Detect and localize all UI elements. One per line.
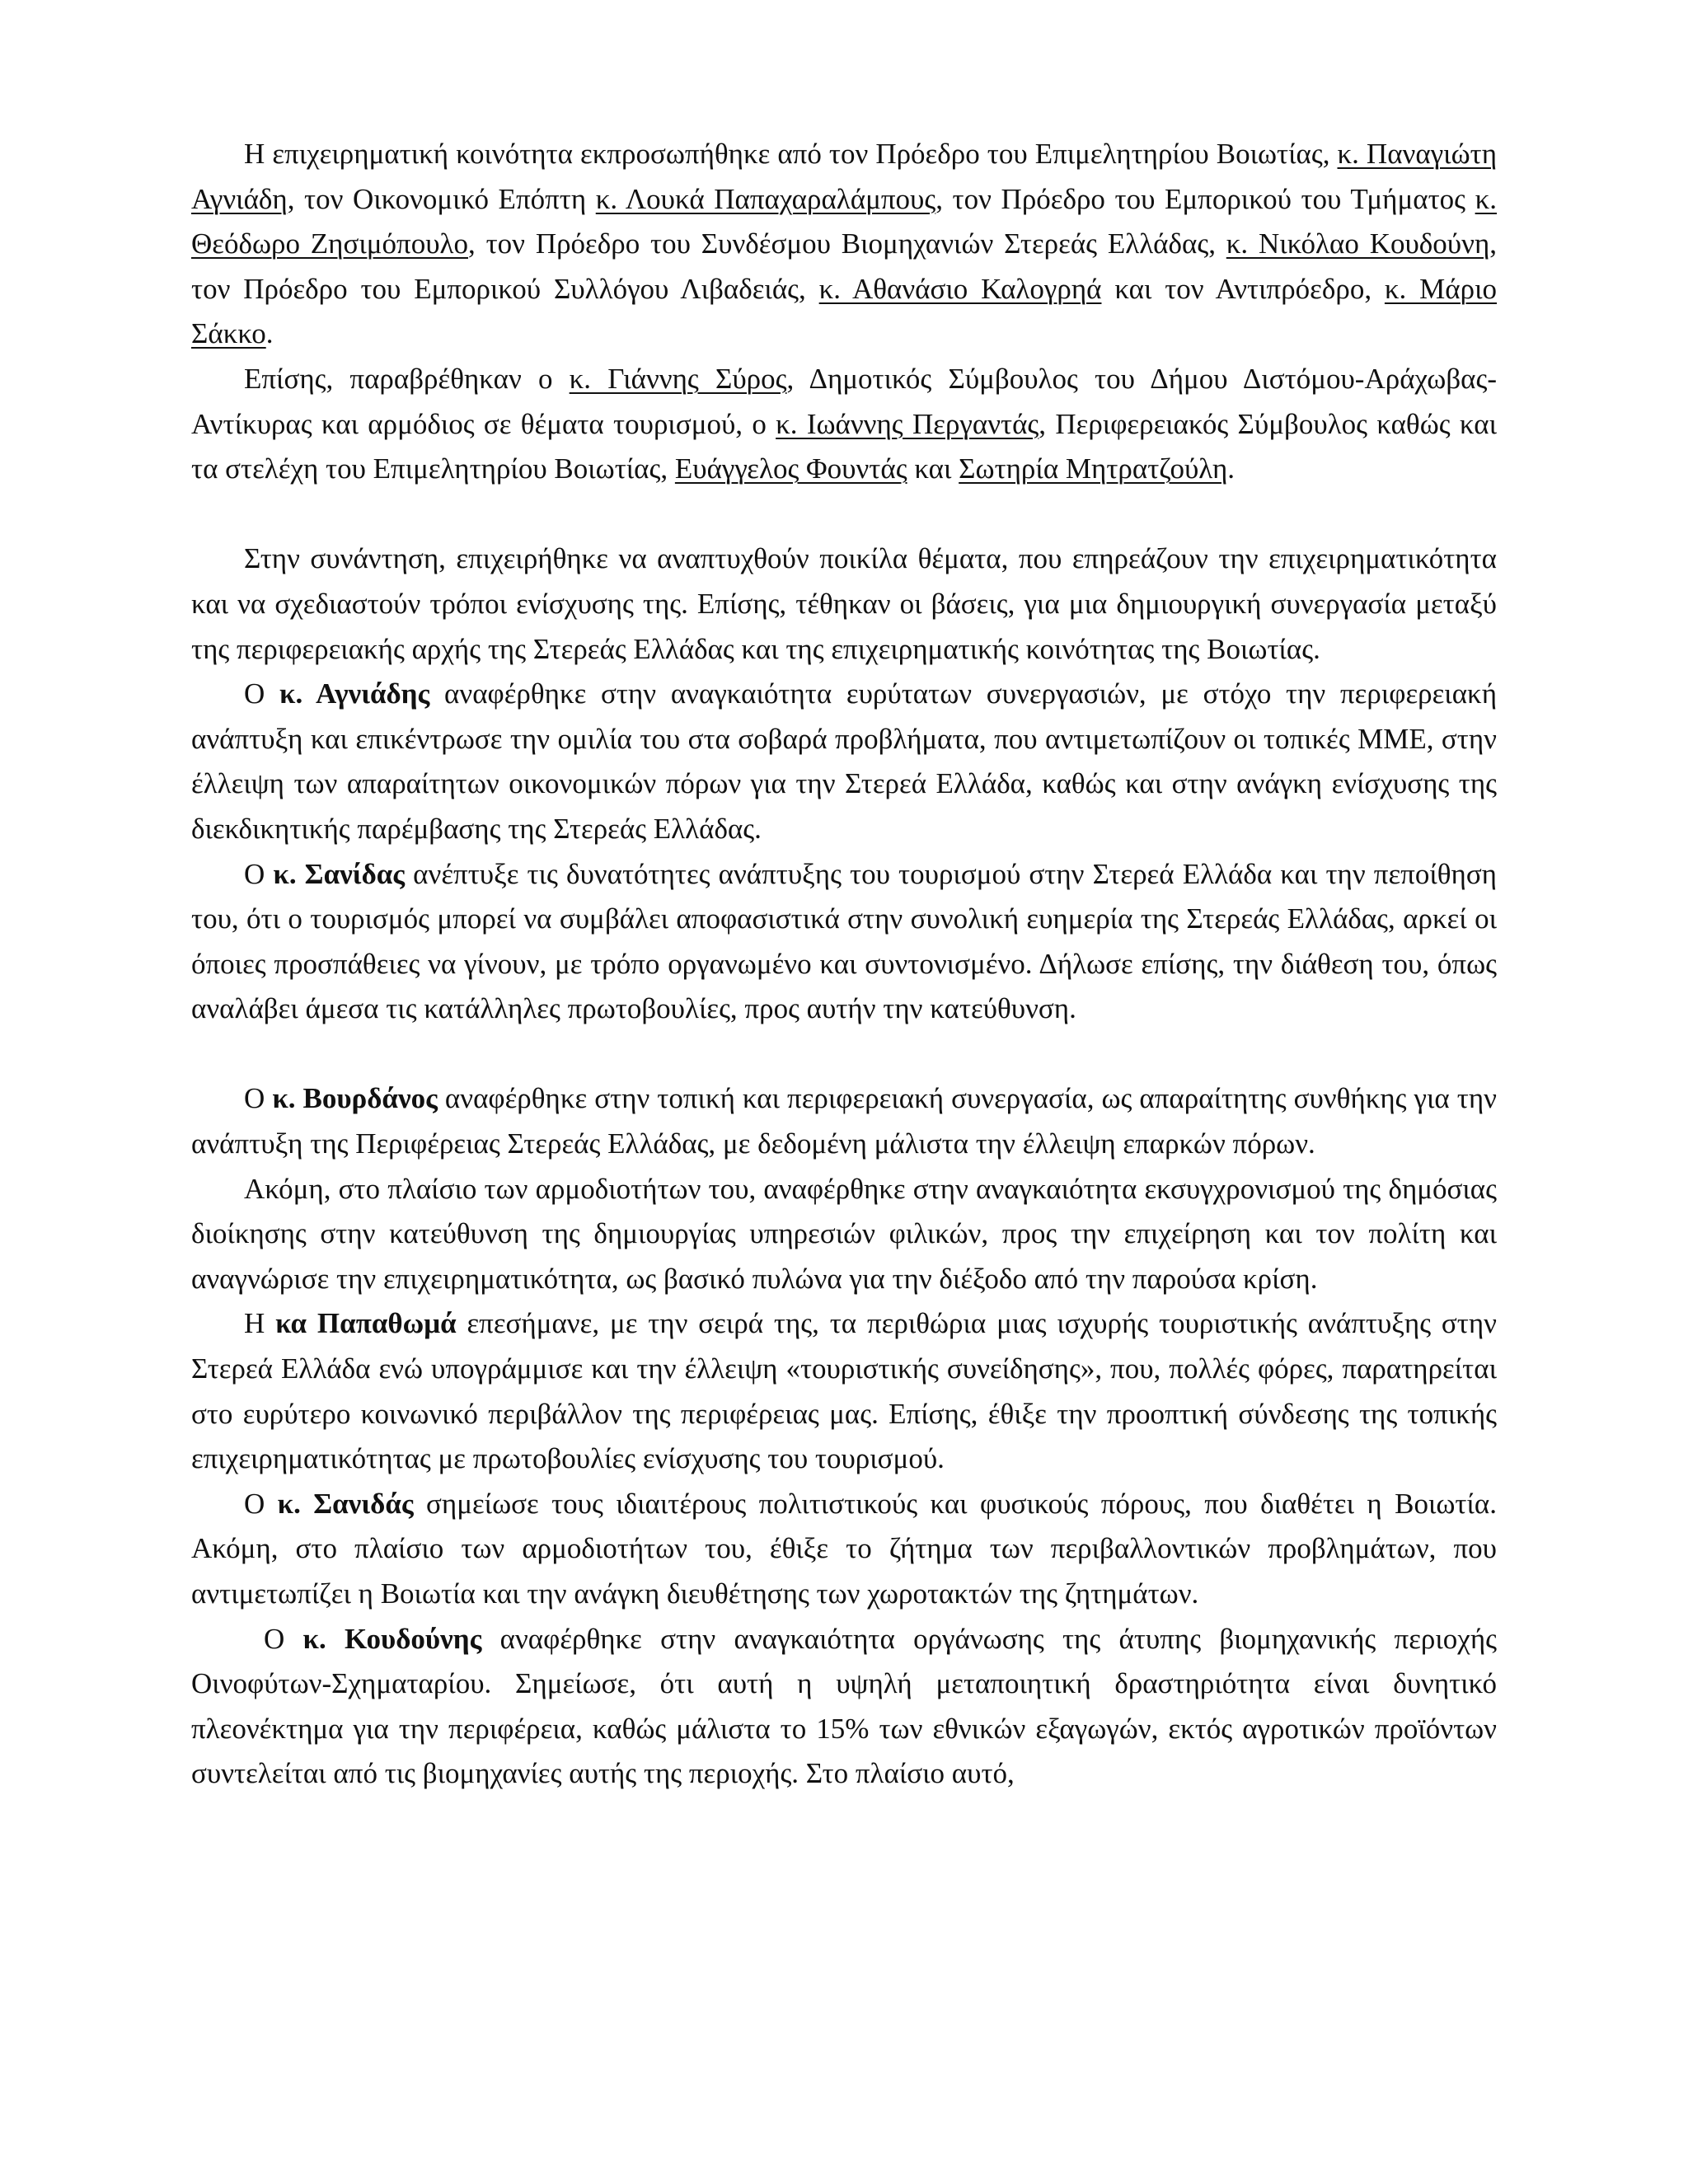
underlined-name: κ. Αθανάσιο Καλογρηά [818,272,1102,305]
speaker-name: κ. Κουδούνης [302,1622,482,1655]
paragraph-p1 [191,132,1497,357]
text-run: Ο [264,1622,303,1655]
text-run: , τον Πρόεδρο του Εμπορικού Συλλόγου Λιβαδειάς, [191,227,1498,305]
paragraph-p3 [191,537,1497,672]
text-run: αναφέρθηκε στην αναγκαιότητα ευρύτατων συνεργασιών, με στόχο την περιφερειακή ανάπτυξη και επικέντρωσε την ομιλία του στα σοβαρά προβλήματα, που αντιμετωπίζουν οι τοπικές ΜΜΕ, στην έλλειψη των απαραίτητων οικονομικών πόρων για την Στερεά Ελλάδα, καθώς και στην ανάγκη ενίσχυσης της διεκδικητικής παρέμβασης της Στερεάς Ελλάδας. [191,677,1497,845]
paragraph-p7 [191,1167,1497,1302]
speaker-name: κ. Αγνιάδης [279,677,430,710]
paragraph-spacer [191,1032,1497,1077]
paragraph-p2 [191,357,1497,492]
text-run: Επίσης, παραβρέθηκαν ο [244,362,570,395]
underlined-name: κ. Ιωάννης Περγαντάς [776,407,1039,440]
paragraph-p4 [191,672,1497,851]
text-run: Η επιχειρηματική κοινότητα εκπροσωπήθηκε από τον Πρόεδρο του Επιμελητηρίου Βοιωτίας, [244,138,1338,170]
text-run: . [1227,452,1235,485]
text-run: Ο [244,1082,273,1115]
speaker-name: κ. Βουρδάνος [272,1082,438,1115]
text-run: , τον Πρόεδρο του Συνδέσμου Βιομηχανιών Στερεάς Ελλάδας, [468,227,1226,260]
document-page [191,132,1497,1797]
text-run: . [265,317,274,350]
text-run: Ο [244,677,280,710]
underlined-name: κ. Λουκά Παπαχαραλάμπους [595,182,936,215]
text-run: και τον Αντιπρόεδρο, [1101,272,1385,305]
text-run: , τον Πρόεδρο του Εμπορικού του Τμήματος [935,182,1475,215]
text-run: Ακόμη, στο πλαίσιο των αρμοδιοτήτων του, αναφέρθηκε στην αναγκαιότητα εκσυγχρονισμού της δημόσιας διοίκησης στην κατεύθυνση της δημιουργίας υπηρεσιών φιλικών, προς την επιχείρηση και τον πολίτη και αναγνώρισε την επιχειρηματικότητα, ως βασικό πυλώνα για την διέξοδο από την παρούσα κρίση. [191,1172,1497,1295]
paragraph-p9 [191,1482,1497,1617]
underlined-name: κ. Θεόδωρο Ζησιμόπουλο [191,182,1497,260]
underlined-name: κ. Γιάννης Σύρος [569,362,787,395]
underlined-name: κ. Παναγιώτη Αγνιάδη [191,138,1497,215]
text-run: επεσήμανε, με την σειρά της, τα περιθώρια μιας ισχυρής τουριστικής ανάπτυξης στην Στερεά Ελλάδα ενώ υπογράμμισε και την έλλειψη «τουριστικής συνείδησης», που, πολλές φόρες, παρατηρείται στο ευρύτερο κοινωνικό περιβάλλον της περιφέρειας μας. Επίσης, έθιξε την προοπτική σύνδεσης της τοπικής επιχειρηματικότητας με πρωτοβουλίες ενίσχυσης του τουρισμού. [191,1307,1497,1475]
text-run: αναφέρθηκε στην τοπική και περιφερειακή συνεργασία, ως απαραίτητης συνθήκης για την ανάπτυξη της Περιφέρειας Στερεάς Ελλάδας, με δεδομένη μάλιστα την έλλειψη επαρκών πόρων. [191,1082,1497,1160]
text-run: Ο [244,1487,278,1520]
underlined-name: Σωτηρία Μητρατζούλη [959,452,1228,485]
paragraph-p6 [191,1076,1497,1166]
text-run: , Περιφερειακός Σύμβουλος καθώς και τα στελέχη του Επιμελητηρίου Βοιωτίας, [191,407,1497,485]
paragraph-spacer [191,492,1497,537]
text-run: και [907,452,959,485]
paragraph-p8 [191,1301,1497,1481]
speaker-name: κ. Σανίδας [273,857,406,890]
underlined-name: κ. Μάριο Σάκκο [191,272,1497,350]
text-run: αναφέρθηκε στην αναγκαιότητα οργάνωσης της άτυπης βιομηχανικής περιοχής Οινοφύτων-Σχηματαρίου. Σημείωσε, ότι αυτή η υψηλή μεταποιητική δραστηριότητα είναι δυνητικό πλεονέκτημα για την περιφέρεια, καθώς μάλιστα το 15% των εθνικών εξαγωγών, εκτός αγροτικών προϊόντων συντελείται από τις βιομηχανίες αυτής της περιοχής. Στο πλαίσιο αυτό, [191,1622,1497,1790]
speaker-name: κα Παπαθωμά [275,1307,457,1340]
text-run: σημείωσε τους ιδιαιτέρους πολιτιστικούς και φυσικούς πόρους, που διαθέτει η Βοιωτία. Ακόμη, στο πλαίσιο των αρμοδιοτήτων του, έθιξε το ζήτημα των περιβαλλοντικών προβλημάτων, που αντιμετωπίζει η Βοιωτία και την ανάγκη διευθέτησης των χωροτακτών της ζητημάτων. [191,1487,1497,1610]
text-run: Ο [244,857,274,890]
text-run: Η [244,1307,276,1340]
text-run: , τον Οικονομικό Επόπτη [287,182,596,215]
speaker-name: κ. Σανιδάς [277,1487,414,1520]
text-run: ανέπτυξε τις δυνατότητες ανάπτυξης του τουρισμού στην Στερεά Ελλάδα και την πεποίθηση του, ότι ο τουρισμός μπορεί να συμβάλει αποφασιστικά στην συνολική ευημερία της Στερεάς Ελλάδας, αρκεί οι όποιες προσπάθειες να γίνουν, με τρόπο οργανωμένο και συντονισμένο. Δήλωσε επίσης, την διάθεση του, όπως αναλάβει άμεσα τις κατάλληλες πρωτοβουλίες, προς αυτήν την κατεύθυνση. [191,857,1497,1025]
underlined-name: κ. Νικόλαο Κουδούνη [1226,227,1490,260]
underlined-name: Ευάγγελος Φουντάς [674,452,907,485]
text-run: , Δημοτικός Σύμβουλος του Δήμου Διστόμου-Αράχωβας-Αντίκυρας και αρμόδιος σε θέματα τουρισμού, ο [191,362,1498,440]
text-run: Στην συνάντηση, επιχειρήθηκε να αναπτυχθούν ποικίλα θέματα, που επηρεάζουν την επιχειρηματικότητα και να σχεδιαστούν τρόποι ενίσχυσης της. Επίσης, τέθηκαν οι βάσεις, για μια δημιουργική συνεργασία μεταξύ της περιφερειακής αρχής της Στερεάς Ελλάδας και της επιχειρηματικής κοινότητας της Βοιωτίας. [191,542,1497,665]
paragraph-p10 [191,1617,1497,1797]
paragraph-p5 [191,852,1497,1032]
